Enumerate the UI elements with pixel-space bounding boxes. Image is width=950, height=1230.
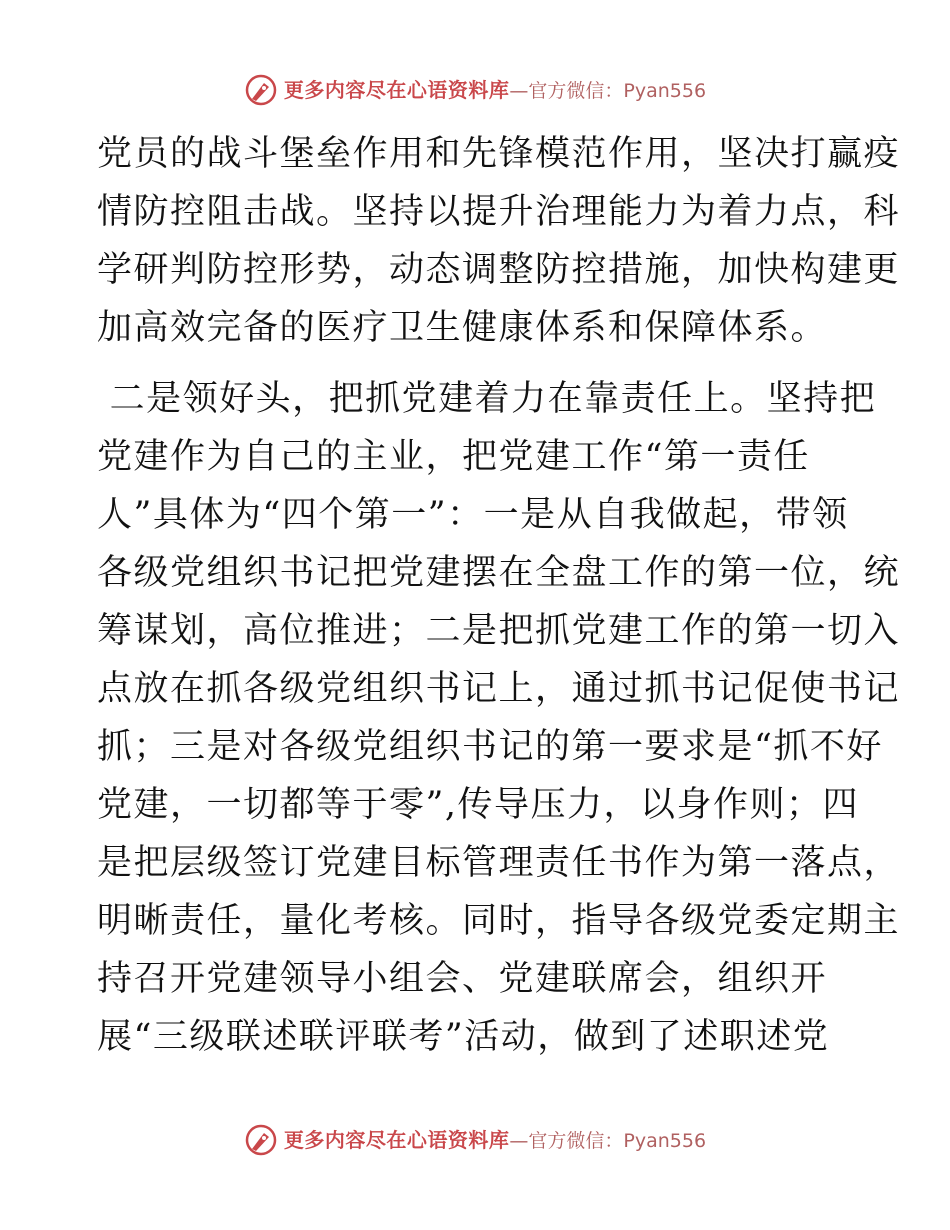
watermark-separator: — — [509, 79, 529, 102]
text-line: 各级党组织书记把党建摆在全盘工作的第一位，统 — [97, 553, 901, 593]
document-body — [97, 125, 901, 1066]
watermark-separator: — — [509, 1129, 529, 1152]
header-watermark — [0, 70, 950, 110]
text-line: 筹谋划，高位推进；二是把抓党建工作的第一切入 — [97, 611, 901, 651]
text-line: 加高效完备的医疗卫生健康体系和保障体系。 — [97, 308, 828, 348]
text-line: 党建作为自己的主业，把党建工作“第一责任 — [97, 437, 810, 477]
footer-watermark — [0, 1120, 950, 1160]
text-line: 点放在抓各级党组织书记上，通过抓书记促使书记 — [97, 669, 901, 709]
text-line: 抓；三是对各级党组织书记的第一要求是“抓不好 — [97, 727, 883, 767]
text-line: 党建，一切都等于零”,传导压力，以身作则；四 — [97, 785, 860, 825]
text-line: 展“三级联述联评联考”活动，做到了述职述党 — [97, 1017, 830, 1057]
watermark-main-text: 更多内容尽在心语资料库 — [283, 77, 510, 102]
paragraph-2 — [97, 370, 901, 1066]
watermark-sub-text: 官方微信：Pyan556 — [528, 1129, 707, 1152]
watermark-sub-text: 官方微信：Pyan556 — [528, 79, 707, 102]
text-line: 是把层级签订党建目标管理责任书作为第一落点， — [97, 843, 901, 883]
text-line: 党员的战斗堡垒作用和先锋模范作用，坚决打赢疫 — [97, 134, 901, 174]
text-line: 二是领好头，把抓党建着力在靠责任上。坚持把 — [97, 379, 877, 419]
pen-nib-circle-icon — [244, 1123, 278, 1157]
text-line: 情防控阻击战。坚持以提升治理能力为着力点，科 — [97, 192, 901, 232]
text-line: 人”具体为“四个第一”：一是从自我做起，带领 — [97, 495, 849, 535]
text-line: 明晰责任，量化考核。同时，指导各级党委定期主 — [97, 901, 901, 941]
text-line: 学研判防控形势，动态调整防控措施，加快构建更 — [97, 250, 901, 290]
pen-nib-circle-icon — [244, 73, 278, 107]
paragraph-1 — [97, 125, 901, 357]
watermark-main-text: 更多内容尽在心语资料库 — [283, 1127, 510, 1152]
text-line: 持召开党建领导小组会、党建联席会，组织开 — [97, 959, 828, 999]
